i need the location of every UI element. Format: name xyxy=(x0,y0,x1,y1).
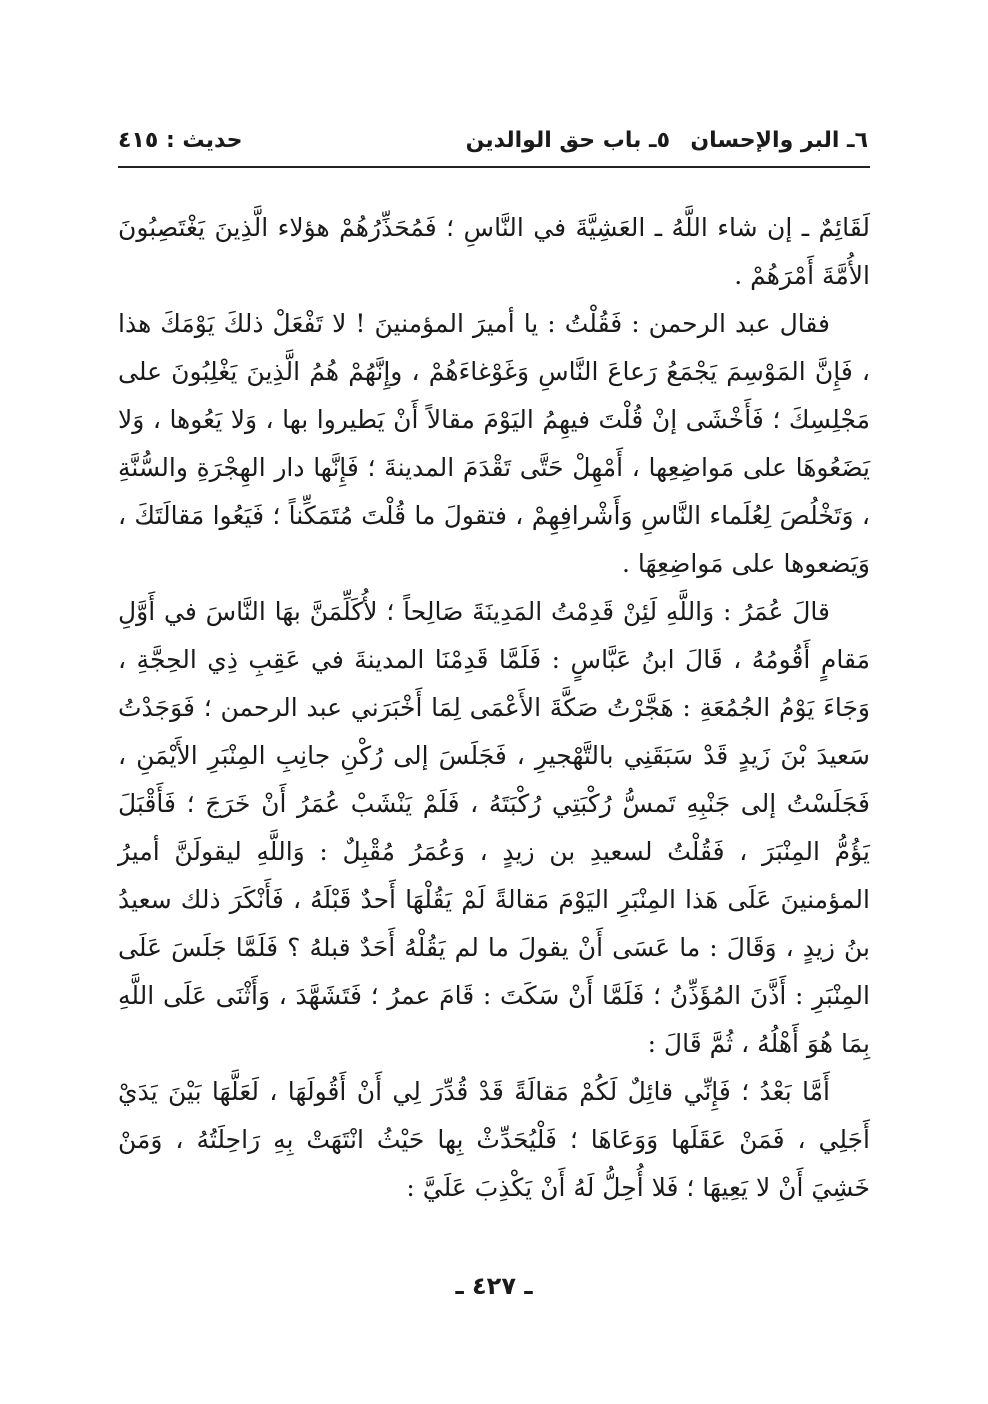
paragraph: أَمَّا بَعْدُ ؛ فَإِنِّي قائِلٌ لَكُمْ مَقالَةً قَدْ قُدِّرَ لِي أَنْ أَقُولَهَا ، لَعَلَّهَا بَيْنَ يَدَيْ أَجَلِي ، فَمَنْ عَقَلَها وَوَعَاهَا ؛ فَلْيُحَدِّثْ بِها حَيْثُ انْتَهَتْ بِهِ رَاحِلَتُهُ ، وَمَنْ خَشِيَ أَنْ لا يَعِيهَا ؛ فَلا أُحِلُّ لَهُ أَنْ يَكْذِبَ عَلَيَّ : xyxy=(118,1077,870,1202)
chapter-title: ٥ـ باب حق الوالدين xyxy=(465,128,670,153)
hadith-number: حديث : ٤١٥ xyxy=(118,128,243,153)
book-title: ٦ـ البر والإحسان xyxy=(690,128,868,153)
paragraph: قالَ عُمَرُ : وَاللَّهِ لَئِنْ قَدِمْتُ المَدِينَةَ صَالِحاً ؛ لأُكَلِّمَنَّ بهَا النَّاسَ في أَوَّلِ مَقامٍ أَقُومُهُ ، قَالَ ابنُ عَبَّاسٍ : فَلَمَّا قَدِمْنَا المدينةَ في عَقِبِ ذِي الحِجَّةِ ، وَجَاءَ يَوْمُ الجُمُعَةِ : هَجَّرْتُ صَكَّةَ الأَعْمَى لِمَا أَخْبَرَني عبد الرحمن ؛ فَوَجَدْتُ سَعيدَ بْنَ زَيدٍ قَدْ سَبَقَنِي بالتَّهْجيرِ ، فَجَلَسَ إلى رُكْنِ جانِبِ المِنْبَرِ الأَيْمَنِ ، فَجَلَسْتُ إلى جَنْبِهِ تَمسُّ رُكْبَتِي رُكْبَتَهُ ، فَلَمْ يَنْشَبْ عُمَرُ أَنْ خَرَجَ ؛ فَأَقْبَلَ يَؤُمُّ المِنْبَرَ ، فَقُلْتُ لسعيدِ بن زيدٍ ، وَعُمَرُ مُقْبِلٌ : وَاللَّهِ ليقولَنَّ أميرُ المؤمنينَ عَلَى هَذا المِنْبَرِ اليَوْمَ مَقالةً لَمْ يَقُلْهَا أَحدٌ قَبْلَهُ ، فَأَنْكَرَ ذلك سعيدُ بنُ زيدٍ ، وَقَالَ : ما عَسَى أَنْ يقولَ ما لم يَقُلْهُ أَحَدٌ قبلهُ ؟ فَلَمَّا جَلَسَ عَلَى المِنْبَرِ : أَذَّنَ المُؤَذِّنُ ؛ فَلَمَّا أَنْ سَكَتَ : قَامَ عمرُ ؛ فَتَشَهَّدَ ، وَأَثْنَى عَلَى اللَّهِ بِمَا هُوَ أَهْلُهُ ، ثُمَّ قَالَ : xyxy=(118,597,870,1058)
header-divider xyxy=(118,166,870,168)
paragraph: لَقَائِمٌ ـ إن شاء اللَّهُ ـ العَشِيَّةَ في النَّاسِ ؛ فَمُحَذِّرُهُمْ هؤلاء الَّذِينَ يَغْتَصِبُونَ الأُمَّةَ أَمْرَهُمْ . xyxy=(118,213,870,290)
main-text xyxy=(118,204,870,1212)
paragraph: فقال عبد الرحمن : فَقُلْتُ : يا أميرَ المؤمنينَ ! لا تَفْعَلْ ذلكَ يَوْمَكَ هذا ، فَإِنَّ المَوْسِمَ يَجْمَعُ رَعاعَ النَّاسِ وَغَوْغاءَهُمْ ، وإِنَّهُمْ هُمُ الَّذِينَ يَغْلِبُونَ على مَجْلِسِكَ ؛ فَأَخْشَى إنْ قُلْتَ فيهِمُ اليَوْمَ مقالاً أَنْ يَطيروا بها ، وَلا يَعُوها ، وَلا يَضَعُوهَا على مَواضِعِها ، أَمْهِلْ حَتَّى تَقْدَمَ المدينةَ ؛ فَإِنَّها دار الهِجْرَةِ والسُّنَّةِ ، وَتَخْلُصَ لِعُلَماء النَّاسِ وَأَشْرافِهِمْ ، فتقولَ ما قُلْتَ مُتَمَكِّناً ؛ فَيَعُوا مَقالَتَكَ ، وَيَضعوها على مَواضِعِهَا . xyxy=(118,309,870,578)
page-number: ـ ٤٢٧ ـ xyxy=(455,1272,533,1300)
running-header xyxy=(118,128,868,168)
